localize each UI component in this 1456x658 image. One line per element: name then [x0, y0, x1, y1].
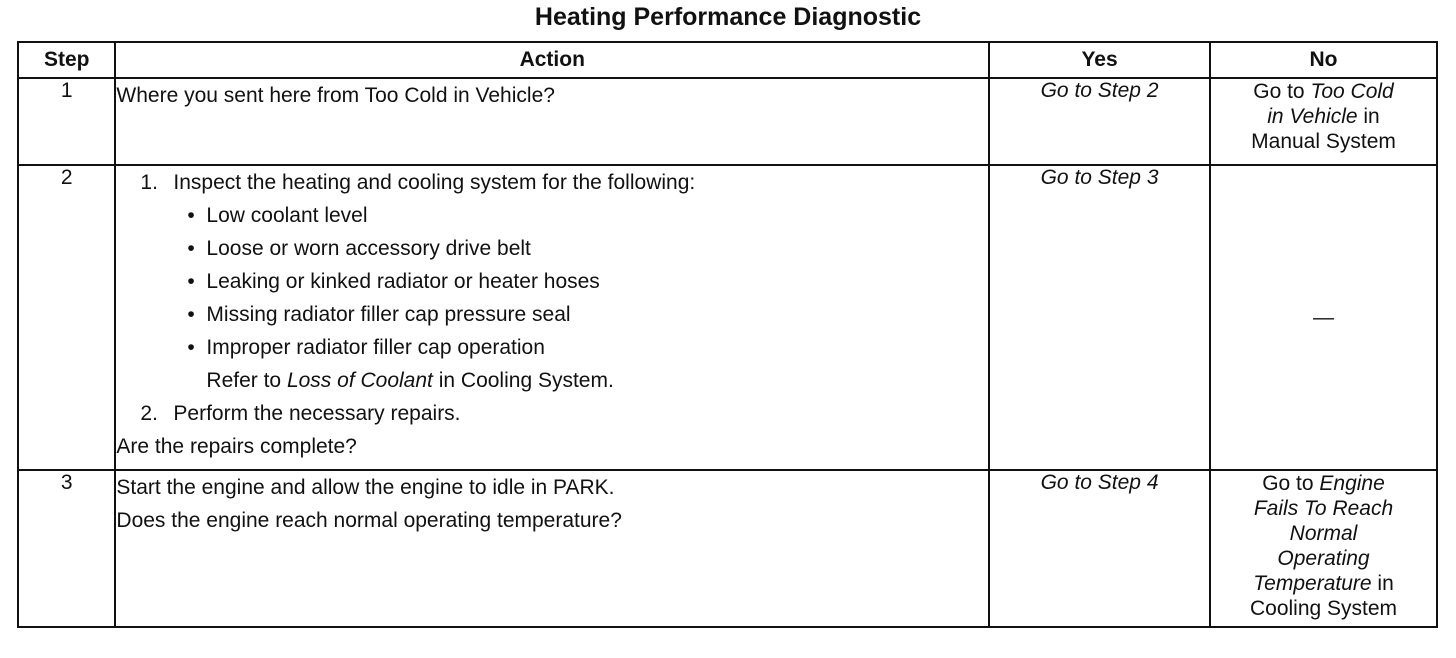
bullet-icon: • [187, 303, 195, 326]
numbered-item: 1. Inspect the heating and cooling system for the following: [140, 171, 696, 194]
step-number: 3 [18, 470, 115, 627]
no-result: — [1210, 165, 1437, 470]
table-row [18, 165, 1437, 470]
no-link: Engine [1319, 472, 1385, 495]
action-question: Does the engine reach normal operating temperature? [116, 509, 622, 532]
page-title: Heating Performance Diagnostic [534, 3, 922, 31]
bullet-item: • Missing radiator filler cap pressure seal [116, 298, 988, 331]
reference-note: Refer to Loss of Coolant in Cooling System. [206, 369, 614, 392]
header-yes: Yes [989, 42, 1210, 78]
no-result [1210, 470, 1437, 627]
no-link: in Vehicle [1267, 105, 1358, 128]
bullet-icon: • [187, 336, 195, 359]
no-text: Manual System [1251, 130, 1396, 153]
table-row [18, 470, 1437, 627]
step-number: 1 [18, 78, 115, 165]
bullet-item: • Leaking or kinked radiator or heater hoses [116, 265, 988, 298]
bullet-item: • Loose or worn accessory drive belt [116, 232, 988, 265]
yes-result: Go to Step 4 [989, 470, 1210, 627]
reference-link: Loss of Coolant [286, 369, 433, 392]
no-link: Temperature [1253, 572, 1372, 595]
action-instruction: Start the engine and allow the engine to idle in PARK. [116, 476, 615, 499]
bullet-icon: • [187, 270, 195, 293]
action-question: Are the repairs complete? [116, 435, 357, 458]
no-link: Fails To Reach [1253, 497, 1394, 520]
action-cell [115, 78, 989, 165]
bullet-item: • Improper radiator filler cap operation [116, 331, 988, 364]
yes-result: Go to Step 3 [989, 165, 1210, 470]
no-text: Go to [1253, 80, 1311, 103]
diagnostic-table [17, 41, 1438, 628]
no-link: Too Cold [1310, 80, 1394, 103]
no-text: in [1371, 572, 1394, 595]
table-row [18, 78, 1437, 165]
no-text: in [1357, 105, 1380, 128]
action-question: Where you sent here from Too Cold in Vehicle? [116, 84, 555, 107]
no-link: Normal [1289, 522, 1358, 545]
yes-result: Go to Step 2 [989, 78, 1210, 165]
action-cell [115, 470, 989, 627]
numbered-item: 2. Perform the necessary repairs. [140, 402, 461, 425]
bullet-icon: • [187, 237, 195, 260]
header-step: Step [18, 42, 115, 78]
no-result [1210, 78, 1437, 165]
no-link: Operating [1277, 547, 1370, 570]
header-action: Action [115, 42, 989, 78]
header-no: No [1210, 42, 1437, 78]
bullet-item: • Low coolant level [116, 199, 988, 232]
action-cell [115, 165, 989, 470]
table-header-row [18, 42, 1437, 78]
no-text: Cooling System [1249, 597, 1398, 620]
bullet-icon: • [187, 204, 195, 227]
step-number: 2 [18, 165, 115, 470]
no-text: Go to [1262, 472, 1320, 495]
